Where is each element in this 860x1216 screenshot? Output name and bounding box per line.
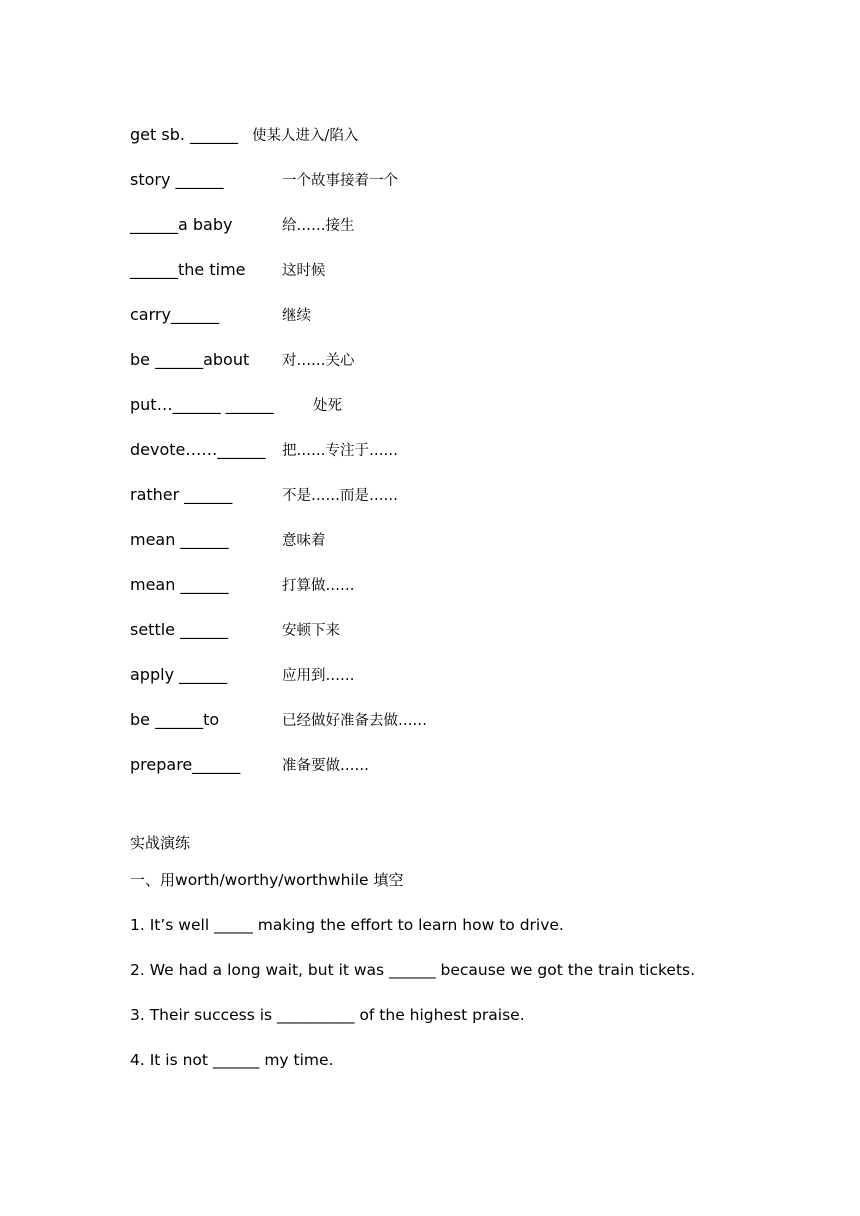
phrase-english: prepare______: [130, 755, 241, 774]
phrase-row: [130, 382, 730, 427]
phrase-chinese: 安顿下来: [282, 623, 340, 639]
phrase-row: [130, 742, 730, 787]
phrase-row: [130, 292, 730, 337]
phrase-english: mean ______: [130, 575, 229, 594]
phrase-english: devote……______: [130, 440, 266, 459]
instruction-prefix: 一、用: [130, 871, 176, 889]
phrase-row: [130, 697, 730, 742]
phrase-row: [130, 472, 730, 517]
phrase-chinese: 意味着: [282, 533, 326, 549]
phrase-english: ______a baby: [130, 215, 233, 234]
question-1: 1. It’s well _____ making the effort to learn how to drive.: [130, 916, 564, 934]
phrase-chinese: 继续: [282, 308, 311, 324]
phrase-english: be ______to: [130, 710, 220, 729]
phrase-row: [130, 247, 730, 292]
phrase-chinese: 一个故事接着一个: [282, 173, 398, 189]
phrase-chinese: 应用到……: [282, 668, 355, 684]
phrase-chinese: 已经做好准备去做……: [282, 713, 427, 729]
phrase-chinese: 对……关心: [282, 353, 355, 369]
phrase-english: ______the time: [130, 260, 246, 279]
phrase-chinese: 这时候: [282, 263, 326, 279]
phrase-english: put…______ ______: [130, 395, 274, 414]
phrase-row: [130, 157, 730, 202]
phrase-chinese: 把……专注于……: [282, 443, 398, 459]
phrase-chinese: 给……接生: [282, 218, 355, 234]
phrase-chinese: 处死: [313, 398, 342, 414]
phrase-english: story ______: [130, 170, 224, 189]
phrase-english: apply ______: [130, 665, 228, 684]
phrase-chinese: 不是……而是……: [282, 488, 398, 504]
practice-section: [130, 828, 770, 1083]
question-3: 3. Their success is __________ of the highest praise.: [130, 1006, 525, 1024]
section-title: 实战演练: [130, 834, 191, 852]
phrase-english: mean ______: [130, 530, 229, 549]
phrase-row: [130, 112, 730, 157]
phrase-english: get sb. ______: [130, 125, 239, 144]
question-2: 2. We had a long wait, but it was ______ because we got the train tickets.: [130, 961, 696, 979]
phrase-list: [130, 112, 730, 787]
phrase-chinese: 使某人进入/陷入: [252, 128, 359, 144]
phrase-row: [130, 202, 730, 247]
phrase-row: [130, 337, 730, 382]
phrase-chinese: 打算做……: [282, 578, 355, 594]
phrase-chinese: 准备要做……: [282, 758, 369, 774]
exercise-instruction: [130, 858, 770, 903]
phrase-row: [130, 652, 730, 697]
phrase-row: [130, 517, 730, 562]
question-4: 4. It is not ______ my time.: [130, 1051, 334, 1069]
phrase-row: [130, 427, 730, 472]
phrase-row: [130, 562, 730, 607]
phrase-english: settle ______: [130, 620, 229, 639]
instruction-suffix: 填空: [373, 871, 404, 889]
phrase-row: [130, 607, 730, 652]
phrase-english: rather ______: [130, 485, 233, 504]
instruction-words: worth/worthy/worthwhile: [175, 871, 369, 889]
phrase-english: carry______: [130, 305, 219, 324]
phrase-english: be ______about: [130, 350, 250, 369]
